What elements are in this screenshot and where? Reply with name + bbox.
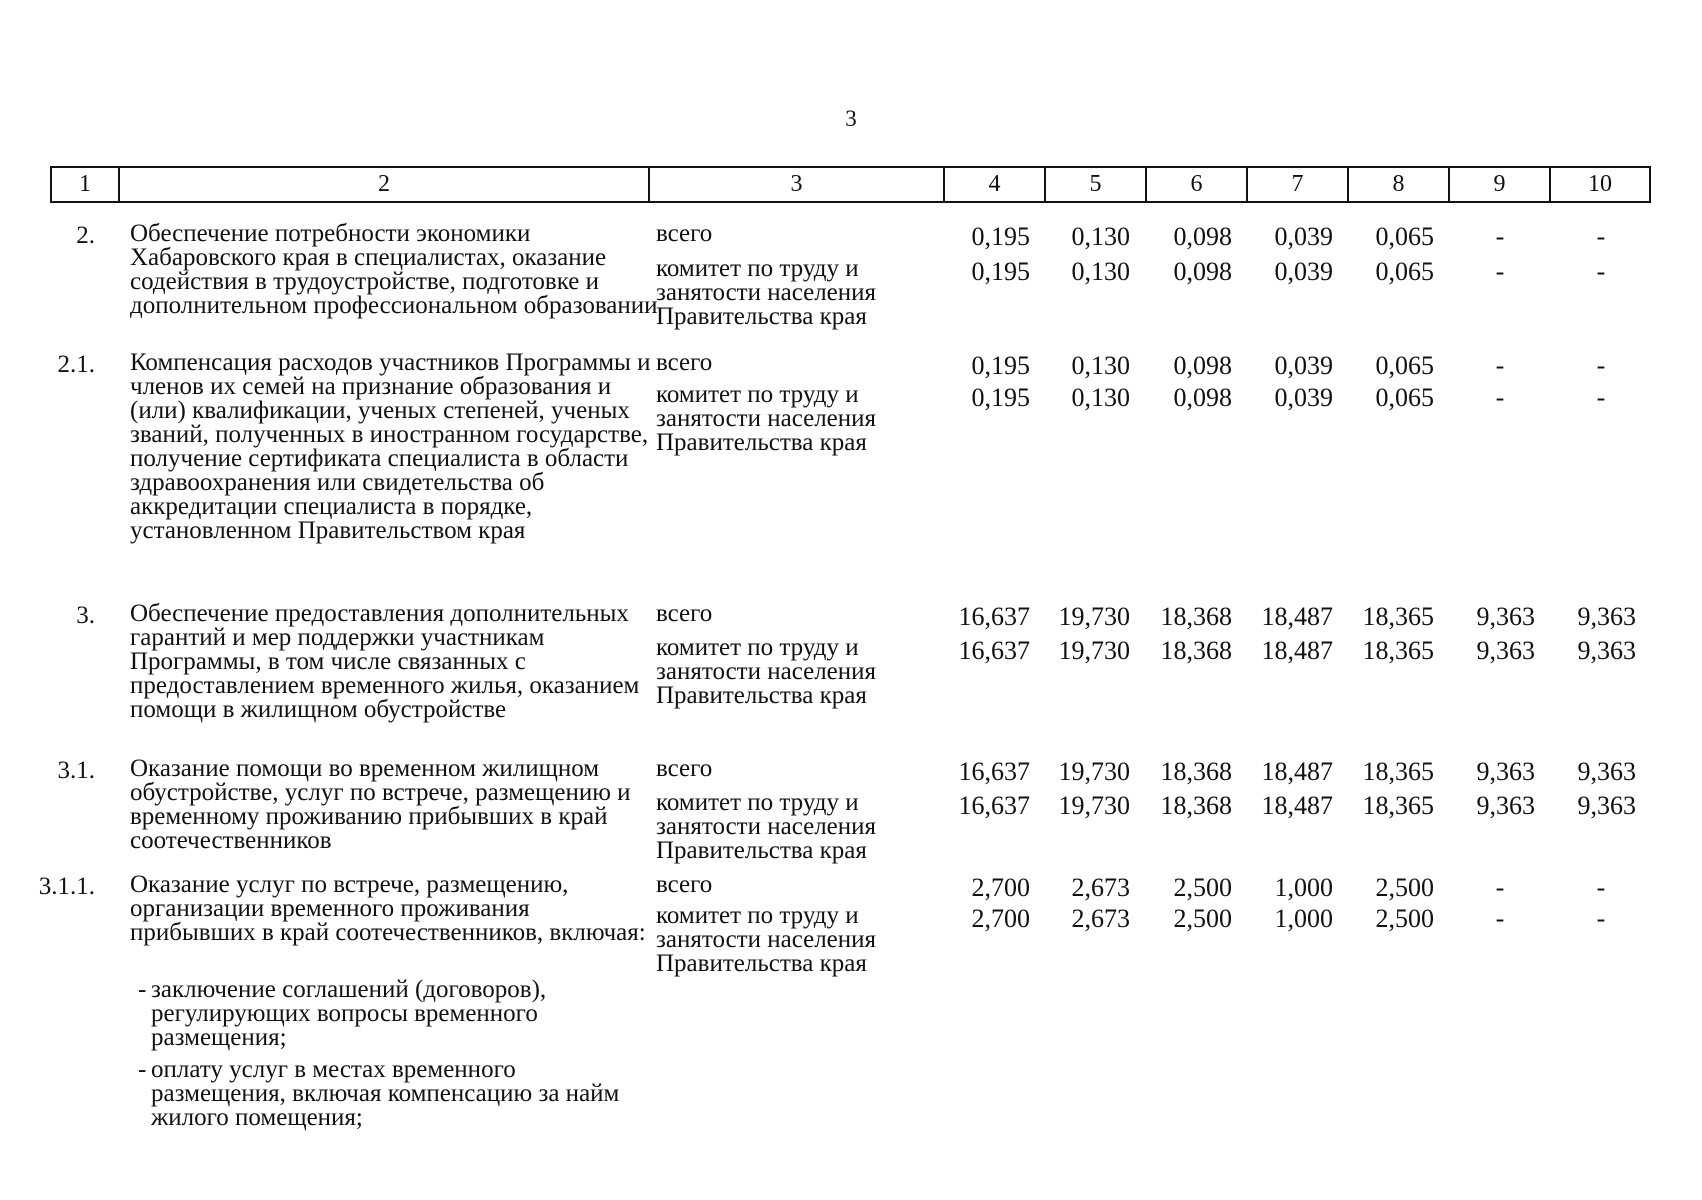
header-col-1: 1 xyxy=(51,167,119,202)
executor-value-col-4: 0,195 xyxy=(971,257,1030,286)
total-value-col-5: 19,730 xyxy=(1058,602,1130,631)
executor-value-col-7: 0,039 xyxy=(1274,383,1333,412)
executor-value-col-7: 1,000 xyxy=(1274,904,1333,933)
row-number: 3.1. xyxy=(57,757,95,784)
executor-dash-col-9: - xyxy=(1495,383,1505,412)
header-col-8: 8 xyxy=(1348,167,1449,202)
executor-dash-col-10: - xyxy=(1596,904,1606,933)
total-value-col-4: 16,637 xyxy=(958,602,1030,631)
total-value-col-4: 16,637 xyxy=(958,757,1030,786)
executor-value-col-6: 2,500 xyxy=(1173,904,1232,933)
page-number: 3 xyxy=(845,106,857,131)
executor-value-col-8: 0,065 xyxy=(1375,383,1434,412)
row-number: 2. xyxy=(76,222,95,249)
executor-value-col-7: 18,487 xyxy=(1261,636,1333,665)
executor-value-col-5: 19,730 xyxy=(1058,636,1130,665)
total-value-col-6: 0,098 xyxy=(1173,222,1232,251)
total-value-col-5: 2,673 xyxy=(1071,873,1130,902)
total-value-col-8: 18,365 xyxy=(1362,757,1434,786)
total-dash-col-9: - xyxy=(1495,222,1505,251)
row-total-label: всего xyxy=(656,755,713,782)
total-value-col-7: 0,039 xyxy=(1274,351,1333,380)
header-col-4: 4 xyxy=(944,167,1045,202)
total-value-col-9: 9,363 xyxy=(1476,757,1535,786)
bullet-item xyxy=(138,978,638,1050)
executor-dash-col-10: - xyxy=(1596,257,1606,286)
header-col-2: 2 xyxy=(119,167,649,202)
total-value-col-5: 19,730 xyxy=(1058,757,1130,786)
header-col-9: 9 xyxy=(1449,167,1550,202)
header-col-6: 6 xyxy=(1146,167,1247,202)
total-dash-col-10: - xyxy=(1596,873,1606,902)
header-col-3: 3 xyxy=(649,167,944,202)
executor-value-col-8: 18,365 xyxy=(1362,636,1434,665)
total-value-col-5: 0,130 xyxy=(1071,351,1130,380)
row-executor-label: комитет по труду и занятости населения Правительства края xyxy=(656,902,877,977)
row-description: Обеспечение потребности экономики Хабаровского края в специалистах, оказание содействия в трудоустройстве, подготовке и дополнительном профессиональном образовании xyxy=(130,220,658,319)
row-total-label: всего xyxy=(656,220,713,247)
total-value-col-8: 0,065 xyxy=(1375,222,1434,251)
executor-value-col-6: 0,098 xyxy=(1173,383,1232,412)
bullet-item xyxy=(138,1058,638,1130)
row-total-label: всего xyxy=(656,349,713,376)
bullet-marker: - xyxy=(138,1056,147,1083)
bullet-text: оплату услуг в местах временного размещения, включая компенсацию за найм жилого помещения; xyxy=(151,1056,620,1131)
total-value-col-10: 9,363 xyxy=(1577,602,1636,631)
total-value-col-6: 18,368 xyxy=(1160,757,1232,786)
total-value-col-6: 2,500 xyxy=(1173,873,1232,902)
row-description: Компенсация расходов участников Программы и членов их семей на признание образования и (или) квалификации, ученых степеней, ученых званий, полученных в иностранном государстве, получение сертификата специалиста в области здравоохранения или свидетельства об аккредитации специалиста в порядке, установленном Правительством края xyxy=(130,349,651,544)
row-executor-label: комитет по труду и занятости населения Правительства края xyxy=(656,634,877,709)
executor-value-col-9: 9,363 xyxy=(1476,791,1535,820)
row-number: 3. xyxy=(76,602,95,629)
executor-value-col-6: 18,368 xyxy=(1160,636,1232,665)
total-dash-col-9: - xyxy=(1495,873,1505,902)
executor-value-col-7: 18,487 xyxy=(1261,791,1333,820)
executor-value-col-4: 2,700 xyxy=(971,904,1030,933)
executor-dash-col-10: - xyxy=(1596,383,1606,412)
executor-value-col-6: 18,368 xyxy=(1160,791,1232,820)
total-value-col-7: 18,487 xyxy=(1261,757,1333,786)
total-value-col-7: 18,487 xyxy=(1261,602,1333,631)
row-executor-label: комитет по труду и занятости населения Правительства края xyxy=(656,381,877,456)
executor-value-col-5: 19,730 xyxy=(1058,791,1130,820)
total-value-col-9: 9,363 xyxy=(1476,602,1535,631)
total-dash-col-9: - xyxy=(1495,351,1505,380)
total-value-col-10: 9,363 xyxy=(1577,757,1636,786)
total-value-col-8: 0,065 xyxy=(1375,351,1434,380)
row-executor-label: комитет по труду и занятости населения Правительства края xyxy=(656,789,877,864)
executor-value-col-7: 0,039 xyxy=(1274,257,1333,286)
total-dash-col-10: - xyxy=(1596,351,1606,380)
executor-value-col-8: 2,500 xyxy=(1375,904,1434,933)
executor-value-col-8: 0,065 xyxy=(1375,257,1434,286)
executor-value-col-4: 16,637 xyxy=(958,636,1030,665)
executor-dash-col-9: - xyxy=(1495,904,1505,933)
executor-value-col-6: 0,098 xyxy=(1173,257,1232,286)
executor-value-col-5: 2,673 xyxy=(1071,904,1130,933)
executor-value-col-5: 0,130 xyxy=(1071,383,1130,412)
executor-value-col-9: 9,363 xyxy=(1476,636,1535,665)
executor-value-col-4: 16,637 xyxy=(958,791,1030,820)
row-description: Обеспечение предоставления дополнительных гарантий и мер поддержки участникам Программы, в том числе связанных с предоставлением временного жилья, оказанием помощи в жилищном обустройстве xyxy=(130,600,640,723)
row-total-label: всего xyxy=(656,871,713,898)
header-col-7: 7 xyxy=(1247,167,1348,202)
row-description: Оказание услуг по встрече, размещению, организации временного проживания прибывших в край соотечественников, включая: xyxy=(130,871,646,946)
total-value-col-4: 0,195 xyxy=(971,351,1030,380)
bullet-marker: - xyxy=(138,976,147,1003)
row-executor-label: комитет по труду и занятости населения Правительства края xyxy=(656,255,877,330)
total-value-col-6: 0,098 xyxy=(1173,351,1232,380)
total-value-col-6: 18,368 xyxy=(1160,602,1232,631)
total-value-col-4: 0,195 xyxy=(971,222,1030,251)
executor-value-col-10: 9,363 xyxy=(1577,636,1636,665)
executor-value-col-10: 9,363 xyxy=(1577,791,1636,820)
executor-value-col-8: 18,365 xyxy=(1362,791,1434,820)
row-description: Оказание помощи во временном жилищном обустройстве, услуг по встрече, размещению и временному проживанию прибывших в край соотечественников xyxy=(130,755,631,854)
row-total-label: всего xyxy=(656,600,713,627)
total-value-col-7: 0,039 xyxy=(1274,222,1333,251)
total-value-col-5: 0,130 xyxy=(1071,222,1130,251)
executor-dash-col-9: - xyxy=(1495,257,1505,286)
total-value-col-7: 1,000 xyxy=(1274,873,1333,902)
row-number: 3.1.1. xyxy=(38,873,95,900)
total-value-col-4: 2,700 xyxy=(971,873,1030,902)
executor-value-col-5: 0,130 xyxy=(1071,257,1130,286)
table-header xyxy=(50,166,1651,203)
header-col-5: 5 xyxy=(1045,167,1146,202)
total-dash-col-10: - xyxy=(1596,222,1606,251)
bullet-text: заключение соглашений (договоров), регулирующих вопросы временного размещения; xyxy=(151,976,547,1051)
row-number: 2.1. xyxy=(57,351,95,378)
total-value-col-8: 18,365 xyxy=(1362,602,1434,631)
total-value-col-8: 2,500 xyxy=(1375,873,1434,902)
header-col-10: 10 xyxy=(1550,167,1650,202)
executor-value-col-4: 0,195 xyxy=(971,383,1030,412)
